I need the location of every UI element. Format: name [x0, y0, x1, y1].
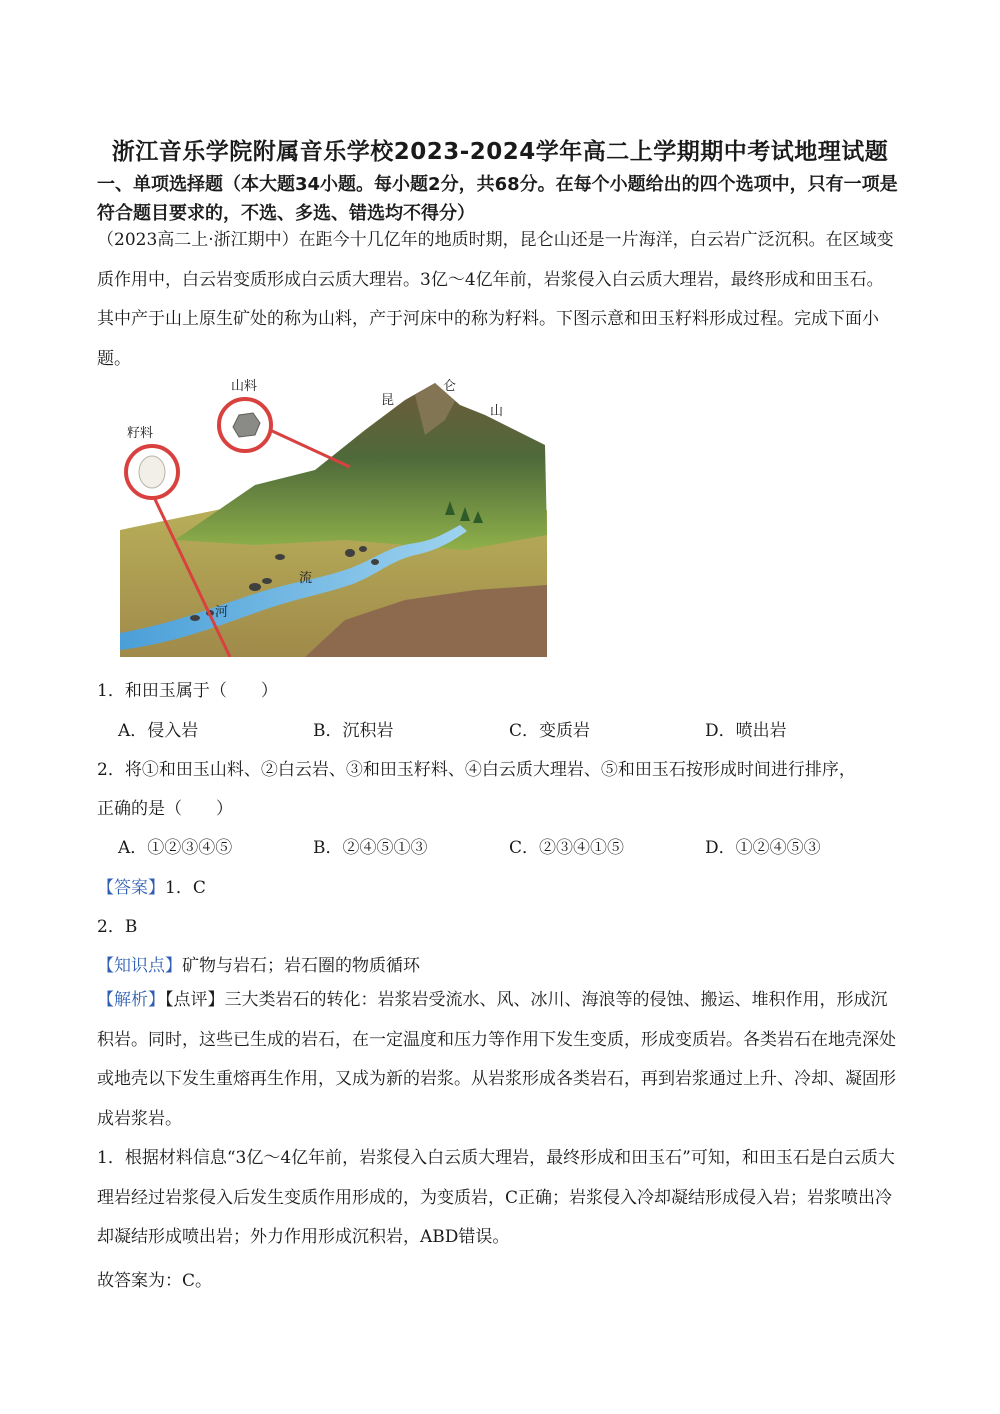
conclusion: 故答案为：C。: [97, 1271, 213, 1291]
answer-line-2: 2．B: [97, 917, 138, 937]
jade-formation-figure: [115, 375, 547, 657]
answer-tag: 【答案】: [97, 878, 165, 898]
label-shan: 山: [490, 404, 504, 419]
shanliao-callout-line: [270, 430, 350, 467]
question-2-stem-line-1: 2．将①和田玉山料、②白云岩、③和田玉籽料、④白云质大理岩、⑤和田玉石按形成时间进行排序，: [97, 760, 856, 780]
answer-1: 1．C: [165, 878, 206, 898]
jade-formation-illustration: [115, 375, 547, 657]
label-kun: 昆: [381, 393, 395, 408]
knowledge-text: 矿物与岩石；岩石圈的物质循环: [182, 956, 420, 976]
section-heading: 一、单项选择题（本大题34小题。每小题2分，共68分。在每个小题给出的四个选项中，只有一项是符合题目要求的，不选、多选、错选均不得分）: [97, 174, 898, 224]
page-title: 浙江音乐学院附属音乐学校2023-2024学年高二上学期期中考试地理试题: [111, 139, 889, 165]
question-2-option-b: B．②④⑤①③: [313, 838, 428, 858]
question-2-stem-line-2: 正确的是（ ）: [97, 799, 233, 819]
answer-line-1: [97, 873, 206, 898]
label-he: 河: [215, 605, 229, 620]
label-liu: 流: [299, 571, 313, 586]
explanation-paragraph: 1．根据材料信息“3亿～4亿年前，岩浆侵入白云质大理岩，最终形成和田玉石”可知，和田玉石是白云质大理岩经过岩浆侵入后发生变质作用形成的，为变质岩，C正确；岩浆侵入冷却凝结形成侵入岩；岩浆喷出冷却凝结形成喷出岩；外力作用形成沉积岩，ABD错误。: [97, 1148, 895, 1247]
analysis-tag: 【解析】: [97, 990, 165, 1010]
question-1-option-a: A．侵入岩: [118, 721, 199, 741]
label-ziliao: 籽料: [127, 426, 154, 441]
knowledge-point: [97, 951, 420, 976]
question-1-option-c: C．变质岩: [509, 721, 591, 741]
question-2-option-a: A．①②③④⑤: [118, 838, 233, 858]
question-1-stem: 1．和田玉属于（ ）: [97, 681, 278, 701]
label-lun: 仑: [443, 379, 457, 394]
ziliao-pebble-icon: [139, 456, 165, 488]
knowledge-tag: 【知识点】: [97, 956, 182, 976]
analysis-text: 【点评】三大类岩石的转化：岩浆岩受流水、风、冰川、海浪等的侵蚀、搬运、堆积作用，形成沉积岩。同时，这些已生成的岩石，在一定温度和压力等作用下发生变质，形成变质岩。各类岩石在地壳深处或地壳以下发生重熔再生作用，又成为新的岩浆。从岩浆形成各类岩石，再到岩浆通过上升、冷却、凝固形成岩浆岩。: [97, 990, 896, 1129]
question-1-option-b: B．沉积岩: [313, 721, 394, 741]
analysis-paragraph: [97, 981, 897, 1139]
label-shanliao: 山料: [231, 379, 258, 394]
question-1-option-d: D．喷出岩: [705, 721, 787, 741]
question-2-option-c: C．②③④①⑤: [509, 838, 625, 858]
question-2-option-d: D．①②④⑤③: [705, 838, 821, 858]
intro-paragraph: （2023高二上·浙江期中）在距今十几亿年的地质时期，昆仑山还是一片海洋，白云岩广泛沉积。在区域变质作用中，白云岩变质形成白云质大理岩。3亿～4亿年前，岩浆侵入白云质大理岩，最终形成和田玉石。其中产于山上原生矿处的称为山料，产于河床中的称为籽料。下图示意和田玉籽料形成过程。完成下面小题。: [97, 230, 894, 369]
